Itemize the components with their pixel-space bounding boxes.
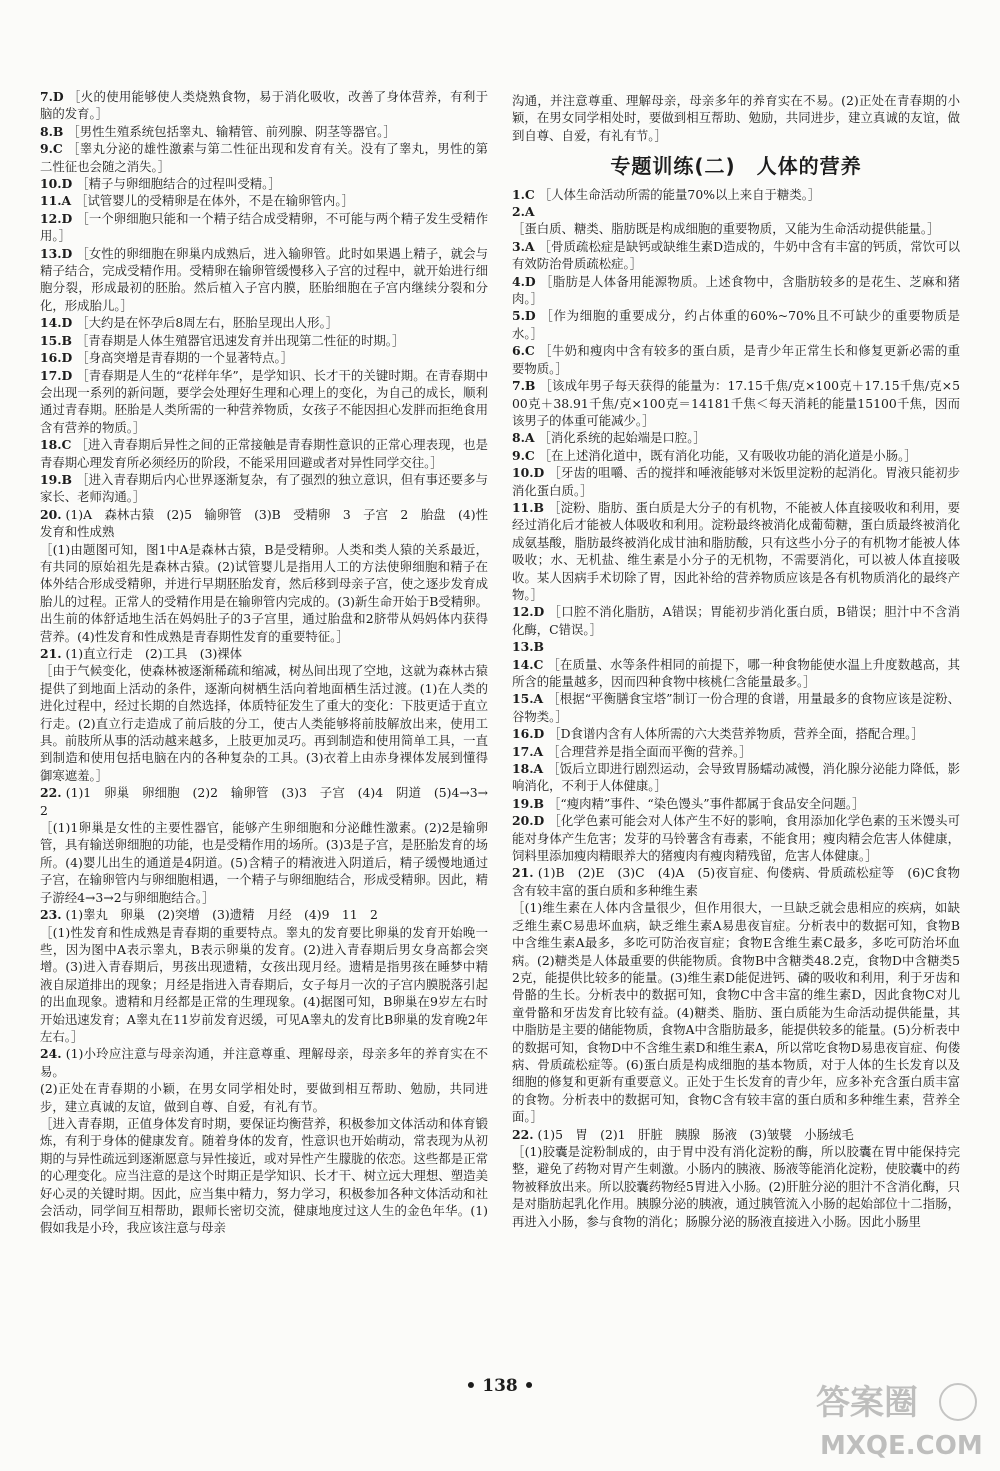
answer-number: 4.D <box>512 273 536 289</box>
answer-text: ［(1)维生素在人体内含量很少，但作用很大，一旦缺乏就会患相应的疾病，如缺乏维生素C易患坏血病，缺乏维生素A易患夜盲症。分析表中的数据可知，食物B中含维生素A最多，多吃可防治夜盲症；食物E含维生素C最多，多吃可防治坏血病。(2)糖类是人体最重要的供能物质。食物B中含糖类48.2克，食物D中含糖类52克，能提供比较多的能量。(3)维生素D能促进钙、磷的吸收和利用，利于牙齿和骨骼的生长。分析表中的数据可知，食物C中含丰富的维生素D，因此食物C对儿童骨骼和牙齿发育比较有益。(4)糖类、脂肪、蛋白质能为生命活动提供能量，其中脂肪是主要的储能物质，食物A中含脂肪最多，能提供较多的能量。(5)分析表中的数据可知，食物D中不含维生素D和维生素A，所以常吃食物D易患夜盲症、佝偻病、骨质疏松症等。(6)蛋白质是构成细胞的基本物质，对于人体的生长发育以及细胞的修复和更新有重要意义。正处于生长发育的青少年，应多补充含蛋白质丰富的食物。分析表中的数据可知，食物C含有较丰富的蛋白质和多种维生素，营养全面。］ <box>512 900 960 1125</box>
answer-explanation <box>40 1080 488 1115</box>
answer-item <box>40 645 488 662</box>
answer-text: (2)正处在青春期的小颖，在男女同学相处时，要做到相互帮助、勉励，共同进步，建立真诚的友谊，做到自尊、自爱，有礼有节。 <box>40 1081 488 1114</box>
answer-text: ［进入青春期后内心世界逐渐复杂，有了强烈的独立意识，但有事还要多与家长、老师沟通。］ <box>40 471 488 505</box>
answer-item <box>40 784 488 819</box>
answer-number: 18.A <box>512 761 544 777</box>
answer-item <box>512 795 960 812</box>
answer-text: ［女性的卵细胞在卵巢内成熟后，进入输卵管。此时如果遇上精子，就会与精子结合，完成受精作用。受精卵在输卵管缓慢移入子宫的过程中，就开始进行细胞分裂，形成最初的胚胎。然后植入子宫内膜，胚胎细胞在子宫内继续分裂和分化，形成胎儿。］ <box>40 245 488 313</box>
answer-text: ［人体生命活动所需的能量70%以上来自于糖类。］ <box>538 186 821 202</box>
answer-text: ［D食谱内含有人体所需的六大类营养物质，营养全面，搭配合理。］ <box>548 726 924 742</box>
answer-text: ［大约是在怀孕后8周左右，胚胎呈现出人形。］ <box>76 315 339 331</box>
answer-item <box>512 725 960 742</box>
answer-text: ［精子与卵细胞结合的过程叫受精。］ <box>76 176 281 192</box>
answer-number: 15.B <box>40 332 73 348</box>
answer-number: 22. <box>40 785 62 801</box>
answer-explanation <box>512 899 960 1125</box>
answer-item <box>40 367 488 437</box>
answer-text: ［在质量、水等条件相同的前提下，哪一种食物能使水温上升度数越高，其所含的能量越多，因而四种食物中核桃仁含能量最多。］ <box>512 656 960 689</box>
answer-item <box>40 123 488 140</box>
answer-number: 20. <box>40 506 62 522</box>
answer-text: ［合理营养是指全面而平衡的营养。］ <box>547 743 752 759</box>
answer-explanation <box>512 1143 960 1230</box>
answer-number: 22. <box>512 1126 534 1142</box>
page-number: • 138 • <box>465 1376 535 1396</box>
answer-item <box>40 210 488 245</box>
watermark-logo <box>812 1368 988 1464</box>
answer-number: 14.C <box>512 656 544 672</box>
answer-text: (1)B (2)E (3)C (4)A (5)夜盲症、佝偻病、骨质疏松症等 (6)C食物含有较丰富的蛋白质和多种维生素 <box>512 865 960 898</box>
answer-number: 1.C <box>512 186 535 202</box>
answer-explanation <box>512 92 960 144</box>
right-column <box>512 92 960 1230</box>
answer-item <box>40 88 488 123</box>
answer-item <box>40 906 488 923</box>
answer-explanation <box>40 819 488 906</box>
answer-item <box>512 307 960 342</box>
answer-text: ［青春期是人体生殖器官迅速发育并出现第二性征的时期。］ <box>75 332 405 348</box>
answer-item <box>512 603 960 638</box>
answer-item <box>40 245 488 315</box>
answer-number: 10.D <box>40 176 73 192</box>
answer-number: 9.C <box>512 447 535 463</box>
answer-text: ［(1)由题图可知，图1中A是森林古猿，B是受精卵。人类和类人猿的关系最近，有共同的原始祖先是森林古猿。(2)试管婴儿是指用人工的方法使卵细胞和精子在体外结合形成受精卵，并进行早期胚胎发育，然后移到母亲子宫，使之逐步发育成胎儿的过程。正常人的受精作用是在输卵管内完成的。(3)新生命开始于B受精卵。出生前的体舒适地生活在妈妈肚子的3子宫里，通过胎盘和2脐带从妈妈体内获得营养。(4)性发育和性成熟是青春期性发育的重要特征。］ <box>40 541 488 644</box>
answer-text: ［消化系统的起始端是口腔。］ <box>538 430 706 446</box>
answer-item <box>40 471 488 506</box>
answer-explanation <box>40 662 488 784</box>
answer-item <box>512 273 960 308</box>
answer-text: ［蛋白质、糖类、脂肪既是构成细胞的重要物质，又能为生命活动提供能量。］ <box>512 221 940 237</box>
answer-number: 17.A <box>512 743 544 759</box>
answer-item <box>512 499 960 603</box>
answer-text: ［试管婴儿的受精卵是在体外，不是在输卵管内。］ <box>75 193 354 209</box>
answer-text: ［青春期是人生的“花样年华”，是学知识、长才干的关键时期。在青春期中会出现一系列的新问题，要学会处理好生理和心理上的变化，为自己的成长，顺利通过青春期。胚胎是人类所需的一种营养物质，女孩子不能因担心发胖而拒绝食用含有营养的物质。］ <box>40 367 488 435</box>
answer-text: (1)睾丸 卵巢 (2)突增 (3)遗精 月经 (4)9 11 2 <box>65 907 378 923</box>
answer-text: (1)A 森林古猿 (2)5 输卵管 (3)B 受精卵 3 子宫 2 胎盘 (4)性发育和性成熟 <box>40 506 488 540</box>
answer-number: 10.D <box>512 465 545 481</box>
answer-text: ［(1)性发育和性成熟是青春期的重要特点。睾丸的发育要比卵巢的发育开始晚一些，因为图中A表示睾丸，B表示卵巢的发育。(2)进入青春期后男女身高都会突增。(3)进入青春期后，男孩出现遗精，女孩出现月经。遗精是指男孩在睡梦中精液自尿道排出的现象；月经是指进入青春期后，女子每月一次的子宫内膜脱落引起的出血现象。遗精和月经都是正常的生理现象。(4)据图可知，B卵巢在9岁左右时开始迅速发育；A睾丸在11岁前发育迟缓，可见A睾丸的发育比B卵巢的发育晚2年左右。］ <box>40 924 488 1044</box>
answer-item <box>512 760 960 795</box>
answer-text: ［由于气候变化，使森林被逐渐稀疏和缩减，树丛间出现了空地，这就为森林古猿提供了到地面上活动的条件，逐渐向树栖生活向着地面栖生活过渡。(1)在人类的进化过程中，经过长期的自然选择，体质特征发生了重大的变化：下肢更适于直立行走。(2)直立行走造成了前后肢的分工，使古人类能够将前肢解放出来，使用工具。前肢所从事的活动越来越多，上肢更加灵巧。再到制造和使用简单工具，一直到制造和使用包括电脑在内的各种复杂的工具。(3)衣着上由赤身裸体发展到懂得御寒遮羞。］ <box>40 663 488 783</box>
answer-number: 2.A <box>512 204 535 220</box>
answer-number: 13.D <box>40 245 73 261</box>
answer-number: 11.A <box>40 193 72 209</box>
answer-number: 9.C <box>40 141 63 157</box>
answer-item <box>40 436 488 471</box>
answer-text: ［骨质疏松症是缺钙或缺维生素D造成的，牛奶中含有丰富的钙质，常饮可以有效防治骨质疏松症。］ <box>512 238 960 272</box>
answer-text: ［(1)胶囊是淀粉制成的，由于胃中没有消化淀粉的酶，所以胶囊在胃中能保持完整，避免了药物对胃产生刺激。小肠内的胰液、肠液等能消化淀粉，使胶囊中的药物被释放出来。所以胶囊药物经5胃进入小肠。(2)肝脏分泌的胆汁不含消化酶，只是对脂肪起乳化作用。胰腺分泌的胰液，通过胰管流入小肠的起始部位十二指肠，再进入小肠，参与食物的消化；肠腺分泌的肠液直接进入小肠。因此小肠里 <box>512 1143 960 1229</box>
answer-number: 16.D <box>40 350 73 366</box>
answer-number: 5.D <box>512 308 536 324</box>
answer-text: ［饭后立即进行剧烈运动，会导致胃肠蠕动减慢，消化腺分泌能力降低，影响消化，不利于人体健康。］ <box>512 761 960 794</box>
answer-text: (1)小玲应注意与母亲沟通，并注意尊重、理解母亲，母亲多年的养育实在不易。 <box>40 1046 488 1079</box>
answer-item <box>512 1126 960 1143</box>
answer-number: 21. <box>512 865 534 881</box>
answer-text: ［一个卵细胞只能和一个精子结合成受精卵，不可能与两个精子发生受精作用。］ <box>40 210 488 244</box>
answer-item <box>40 1045 488 1080</box>
answer-item <box>512 203 960 238</box>
answer-item <box>512 638 960 655</box>
answer-item <box>40 332 488 349</box>
answer-item <box>512 447 960 464</box>
answer-number: 11.B <box>512 499 545 515</box>
answer-item <box>512 342 960 377</box>
watermark-url: MXQE.COM <box>820 1431 983 1461</box>
answer-item <box>512 238 960 273</box>
answer-number: 12.D <box>512 604 545 620</box>
answer-item <box>512 464 960 499</box>
answer-item <box>40 506 488 541</box>
answer-number: 8.A <box>512 430 535 446</box>
answer-number: 20.D <box>512 813 545 829</box>
answer-text: ［脂肪是人体备用能源物质。上述食物中，含脂肪较多的是花生、芝麻和猪肉。］ <box>512 273 960 307</box>
answer-number: 12.D <box>40 210 73 226</box>
answer-text: (1)1 卵巢 卵细胞 (2)2 输卵管 (3)3 子宫 (4)4 阴道 (5)4→3→2 <box>40 785 488 818</box>
answer-explanation <box>40 541 488 645</box>
answer-item <box>512 377 960 429</box>
answer-item <box>40 175 488 192</box>
answer-number: 6.C <box>512 343 535 359</box>
answer-number: 14.D <box>40 315 73 331</box>
answer-item <box>512 429 960 446</box>
answer-text: ［进入青春期后异性之间的正常接触是青春期性意识的正常心理表现，也是青春期心理发育所必须经历的阶段，不能采用回避或者对异性同学交往。］ <box>40 437 488 470</box>
answer-text: ［进入青春期，正值身体发育时期，要保证均衡营养，积极参加文体活动和体育锻炼，有利于身体的健康发育。随着身体的发育，性意识也开始萌动，常表现为从初期的与异性疏远到逐渐愿意与异性接近，或对异性产生朦胧的依恋。这些都是正常的心理变化。应当注意的是这个时期正是学知识、长才干、树立远大理想、塑造美好心灵的关键时期。因此，应当集中精力，努力学习，积极参加各种文体活动和社会活动，同学间互相帮助，跟师长密切交流，健康地度过这人生的金色年华。(1)假如我是小玲，我应该注意与母亲 <box>40 1115 488 1236</box>
answer-text: (1)5 胃 (2)1 肝脏 胰腺 肠液 (3)皱襞 小肠绒毛 <box>537 1126 854 1142</box>
answer-text: ［牛奶和瘦肉中含有较多的蛋白质，是青少年正常生长和修复更新必需的重要物质。］ <box>512 343 960 376</box>
answer-number: 24. <box>40 1046 62 1062</box>
answer-item <box>40 192 488 209</box>
answer-text: ［根据“平衡膳食宝塔”制订一份合理的食谱，用量最多的食物应该是淀粉、谷物类。］ <box>512 691 960 724</box>
answer-item <box>512 812 960 864</box>
answer-text: ［睾丸分泌的雄性激素与第二性征出现和发育有关。没有了睾丸，男性的第二性征也会随之消失。］ <box>40 141 488 174</box>
answer-number: 21. <box>40 646 62 661</box>
answer-text: ［牙齿的咀嚼、舌的搅拌和唾液能够对米饭里淀粉的起消化。胃液只能初步消化蛋白质。］ <box>512 465 960 498</box>
watermark-text: 答案圈 <box>816 1383 918 1423</box>
answer-text: ［作为细胞的重要成分，约占体重的60%~70%且不可缺少的重要物质是水。］ <box>512 308 960 341</box>
answer-number: 19.B <box>40 471 73 487</box>
answer-item <box>512 864 960 899</box>
answer-text: 沟通，并注意尊重、理解母亲，母亲多年的养育实在不易。(2)正处在青春期的小颖，在男女同学相处时，要做到相互帮助、勉励，共同进步，建立真诚的友谊，做到自尊、自爱，有礼有节。］ <box>512 93 960 143</box>
answer-text: ［化学色素可能会对人体产生不好的影响，食用添加化学色素的玉米馒头可能对身体产生危害；发芽的马铃薯含有毒素，不能食用；瘦肉精会危害人体健康，饲料里添加瘦肉精眼养大的猪瘦肉有瘦肉精残留，危害人体健康。］ <box>512 813 960 864</box>
answer-text: ［火的使用能够使人类烧熟食物，易于消化吸收，改善了身体营养，有利于脑的发育。］ <box>40 89 488 122</box>
answer-number: 15.A <box>512 691 544 707</box>
answer-item <box>512 656 960 691</box>
answer-text: ［该成年男子每天获得的能量为：17.15千焦/克×100克＋17.15千焦/克×500克＋38.91千焦/克×100克＝14181千焦＜每天消耗的能量15100千焦，因而该男子的体重可能减少。］ <box>512 378 960 428</box>
answer-explanation <box>40 924 488 1046</box>
answer-item <box>512 743 960 760</box>
answer-number: 16.D <box>512 726 545 742</box>
answer-text: (1)直立行走 (2)工具 (3)裸体 <box>65 646 243 661</box>
answer-text: ［在上述消化道中，既有消化功能，又有吸收功能的消化道是小肠。］ <box>538 447 917 463</box>
answer-item <box>512 690 960 725</box>
answer-number: 19.B <box>512 795 545 811</box>
answer-text: ［“瘦肉精”事件、“染色馒头”事件都属于食品安全问题。］ <box>547 795 865 811</box>
answer-item <box>40 314 488 331</box>
answer-text: ［淀粉、脂肪、蛋白质是大分子的有机物，不能被人体直接吸收和利用，要经过消化后才能被人体吸收和利用。淀粉最终被消化成葡萄糖，蛋白质最终被消化成氨基酸，脂肪最终被消化成甘油和脂肪酸，只有这些小分子的有机物才能被人体吸收；水、无机盐、维生素是小分子的无机物，不需要消化，可以被人体直接吸收。某人因病手术切除了胃，因此补给的营养物质应该是各有机物质消化的最终产物。］ <box>512 499 960 602</box>
answer-number: 13.B <box>512 639 545 655</box>
left-column <box>40 88 488 1237</box>
answer-text: ［(1)1卵巢是女性的主要性器官，能够产生卵细胞和分泌雌性激素。(2)2是输卵管，具有输送卵细胞的功能，也是受精作用的场所。(3)3是子宫，是胚胎发育的场所。(4)婴儿出生的通道是4阴道。(5)含精子的精液进入阴道后，精子缓慢地通过子宫，在输卵管内与卵细胞相遇，一个精子与卵细胞结合，形成受精卵。因此，精子游经4→3→2与卵细胞结合。］ <box>40 820 488 905</box>
answer-number: 18.C <box>40 437 72 453</box>
answer-number: 3.A <box>512 238 535 254</box>
answer-text: ［口腔不消化脂肪，A错误；胃能初步消化蛋白质，B错误；胆汁中不含消化酶，C错误。］ <box>512 604 960 637</box>
answer-text: ［男性生殖系统包括睾丸、输精管、前列腺、阴茎等器官。］ <box>67 123 396 139</box>
answer-number: 17.D <box>40 367 73 383</box>
answer-number: 7.B <box>512 378 536 394</box>
answer-item <box>40 349 488 366</box>
section-title: 专题训练(二) 人体的营养 <box>610 154 862 179</box>
answer-number: 8.B <box>40 123 64 139</box>
answer-item <box>40 140 488 175</box>
answer-number: 7.D <box>40 89 64 104</box>
answer-number: 23. <box>40 907 62 923</box>
answer-text: ［身高突增是青春期的一个显著特点。］ <box>76 350 294 366</box>
answer-item <box>512 186 960 203</box>
answer-explanation <box>40 1115 488 1237</box>
